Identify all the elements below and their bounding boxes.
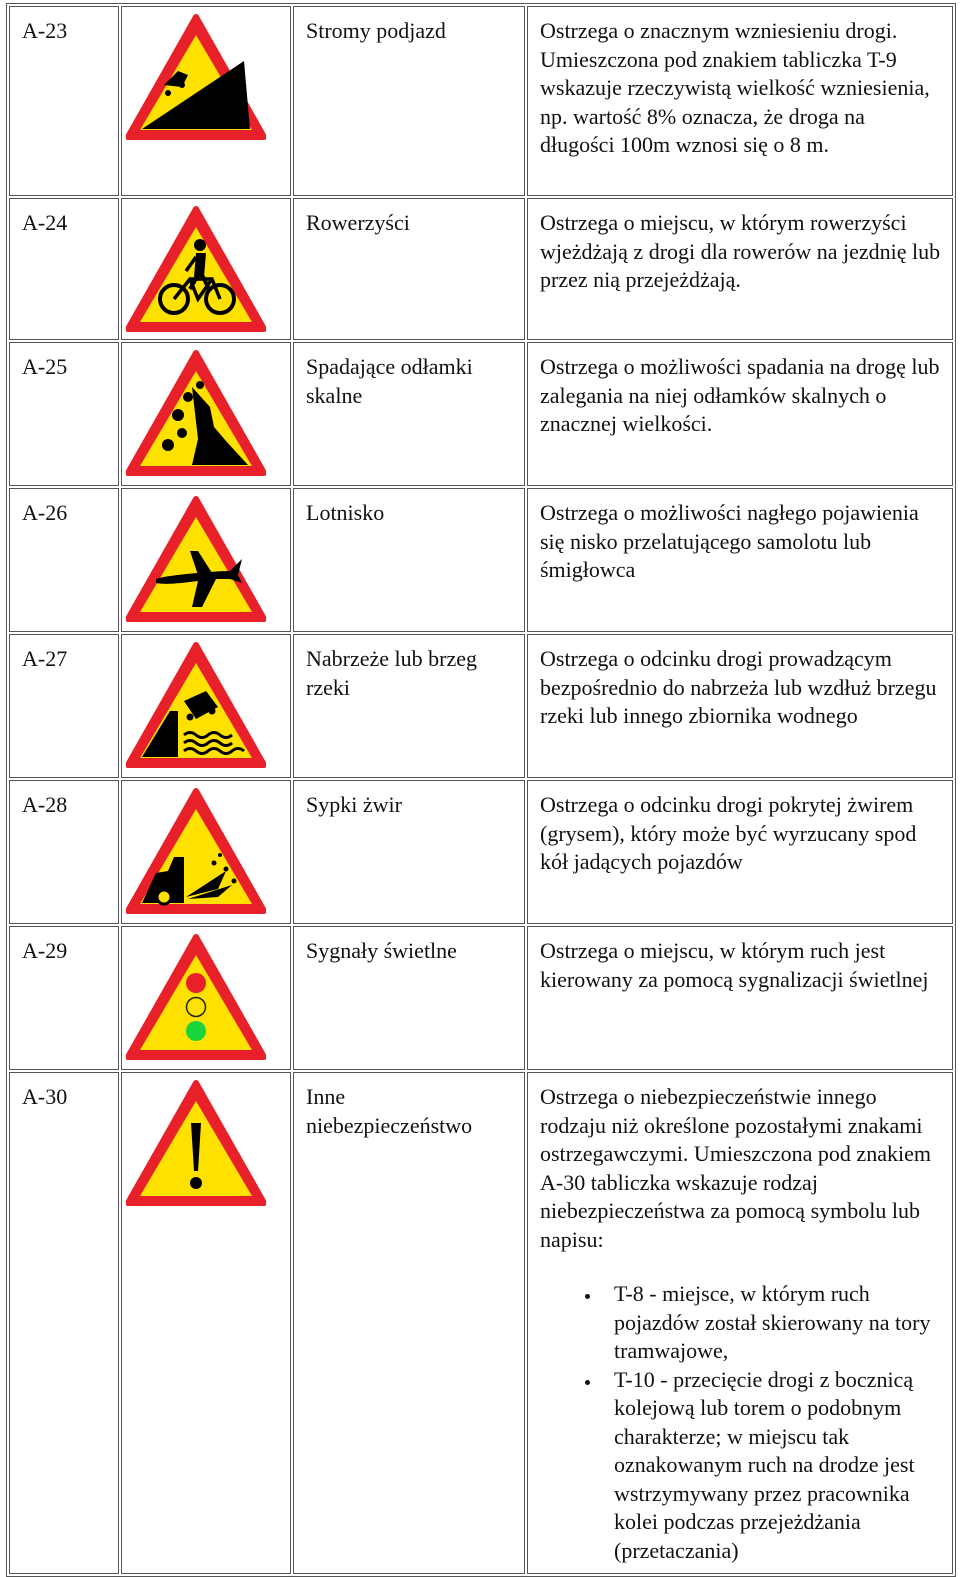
sign-description: Ostrzega o miejscu, w którym ruch jest kierowany za pomocą sygnalizacji świetlnej: [527, 926, 953, 1070]
sign-code: A-24: [9, 198, 119, 340]
table-row: [9, 926, 953, 1070]
sign-code: A-28: [9, 780, 119, 924]
sign-code: A-25: [9, 342, 119, 486]
sign-description: Ostrzega o odcinku drogi prowadzącym bezpośrednio do nabrzeża lub wzdłuż brzegu rzeki lub innego zbiornika wodnego: [527, 634, 953, 778]
sign-description: Ostrzega o odcinku drogi pokrytej żwirem (grysem), który może być wyrzucany spod kół jadących pojazdów: [527, 780, 953, 924]
warning-signs-table: [6, 3, 956, 1577]
sign-description: Ostrzega o znacznym wzniesieniu drogi. Umieszczona pod znakiem tabliczka T-9 wskazuje rzeczywistą wielkość wzniesienia, np. wartość 8% oznacza, że droga na długości 100m wznosi się o 8 m.: [527, 6, 953, 196]
table-row: [9, 780, 953, 924]
falling-rocks-sign-icon: [126, 349, 266, 477]
sign-name: Stromy podjazd: [293, 6, 525, 196]
sign-name: Spadające odłamki skalne: [293, 342, 525, 486]
table-row: [9, 488, 953, 632]
sign-code: A-26: [9, 488, 119, 632]
sign-name: Rowerzyści: [293, 198, 525, 340]
sign-description: Ostrzega o miejscu, w którym rowerzyści wjeżdżają z drogi dla rowerów na jezdnię lub przez nią przejeżdżają.: [527, 198, 953, 340]
table-row: [9, 634, 953, 778]
cyclists-sign-icon: [126, 205, 266, 333]
loose-gravel-sign-icon: [126, 787, 266, 915]
steep-ascent-sign-icon: [126, 13, 266, 141]
sign-description: Ostrzega o niebezpieczeństwie innego rodzaju niż określone pozostałymi znakami ostrzegawczymi. Umieszczona pod znakiem A-30 tabliczka wskazuje rodzaj niebezpieczeństwa za pomocą symbolu lub napisu:: [540, 1084, 931, 1252]
sign-name: Sypki żwir: [293, 780, 525, 924]
quayside-sign-icon: [126, 641, 266, 769]
sign-description: Ostrzega o możliwości spadania na drogę lub zalegania na niej odłamków skalnych o znacznej wielkości.: [527, 342, 953, 486]
table-row: [9, 198, 953, 340]
table-row: [9, 6, 953, 196]
other-danger-sign-icon: [126, 1079, 266, 1207]
sign-name: Sygnały świetlne: [293, 926, 525, 1070]
sign-code: A-30: [9, 1072, 119, 1574]
traffic-lights-sign-icon: [126, 933, 266, 1061]
sign-code: A-29: [9, 926, 119, 1070]
sign-description: Ostrzega o możliwości nagłego pojawienia się nisko przelatującego samolotu lub śmigłowca: [527, 488, 953, 632]
sign-name: Nabrzeże lub brzeg rzeki: [293, 634, 525, 778]
table-row: [9, 342, 953, 486]
list-item: • T-10 - przecięcie drogi z bocznicą kolejową lub torem o podobnym charakterze; w miejscu tak oznakowanym ruch na drodze jest wstrzymywany przez pracownika kolei podczas przejeżdżania (przetaczania): [602, 1366, 944, 1566]
sign-name: Lotnisko: [293, 488, 525, 632]
tablet-list: [540, 1280, 944, 1565]
sign-name: Inne niebezpieczeństwo: [293, 1072, 525, 1574]
list-item: • T-8 - miejsce, w którym ruch pojazdów został skierowany na tory tramwajowe,: [602, 1280, 944, 1366]
table-row: [9, 1072, 953, 1574]
sign-code: A-27: [9, 634, 119, 778]
airport-sign-icon: [126, 495, 266, 623]
sign-code: A-23: [9, 6, 119, 196]
